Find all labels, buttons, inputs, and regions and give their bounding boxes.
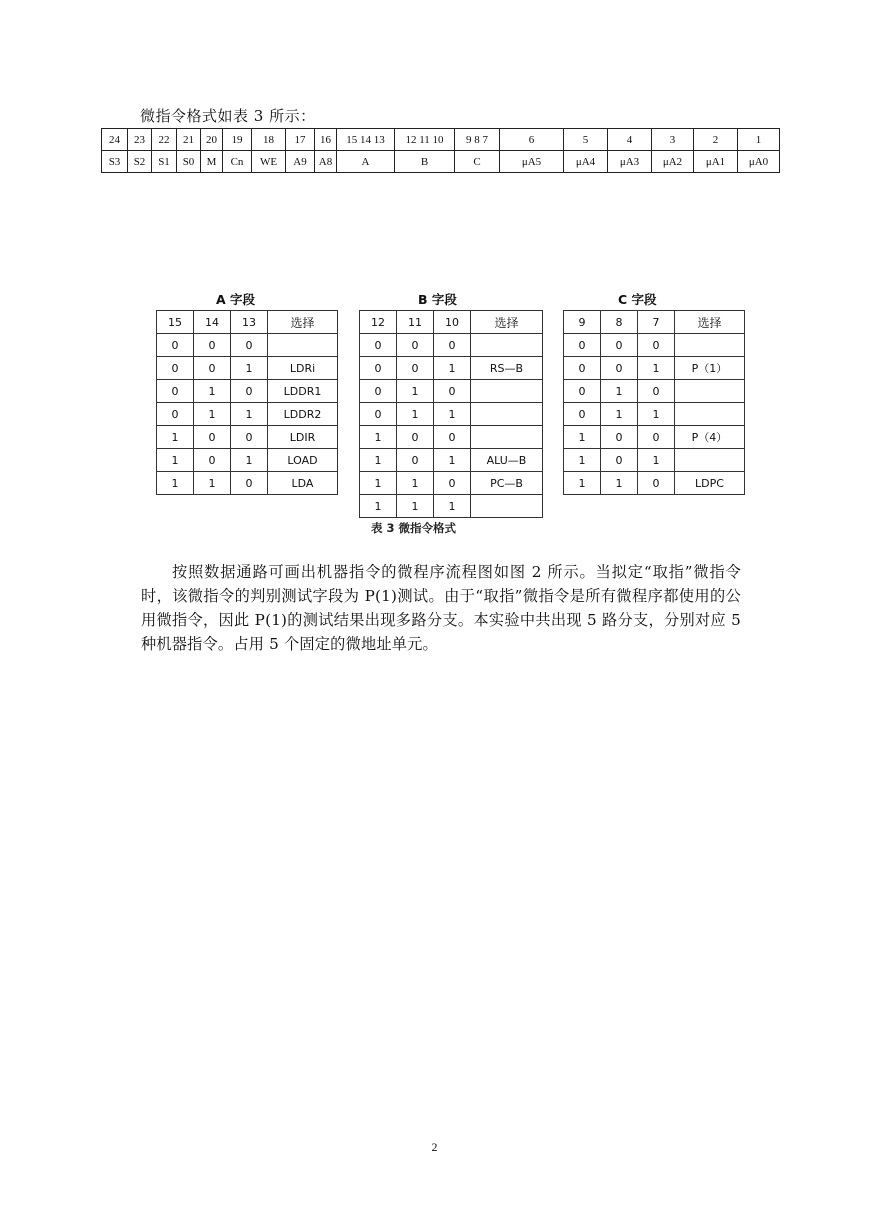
bit-cell: 15 xyxy=(157,311,194,334)
bit-cell: 0 xyxy=(231,472,268,495)
field-row xyxy=(564,334,745,357)
field-row xyxy=(564,472,745,495)
bit-number-cell: 1 xyxy=(738,129,780,151)
bit-cell: 1 xyxy=(397,495,434,518)
select-cell: LOAD xyxy=(268,449,338,472)
select-cell xyxy=(675,449,745,472)
bit-cell: 0 xyxy=(194,334,231,357)
bit-cell: 9 xyxy=(564,311,601,334)
field-row xyxy=(157,449,338,472)
field-row xyxy=(360,357,543,380)
bit-cell: 0 xyxy=(564,334,601,357)
bit-number-cell: 5 xyxy=(564,129,608,151)
field-name-cell: A xyxy=(337,151,395,173)
bit-cell: 1 xyxy=(434,403,471,426)
bit-cell: 1 xyxy=(360,472,397,495)
bit-cell: 1 xyxy=(157,426,194,449)
bit-number-cell: 24 xyxy=(102,129,128,151)
select-cell: 选择 xyxy=(471,311,543,334)
bit-cell: 1 xyxy=(231,357,268,380)
select-cell: RS—B xyxy=(471,357,543,380)
field-row xyxy=(360,472,543,495)
field-row xyxy=(564,380,745,403)
bit-cell: 0 xyxy=(434,472,471,495)
field-name-cell: μA0 xyxy=(738,151,780,173)
bit-number-cell: 9 8 7 xyxy=(455,129,500,151)
bit-cell: 1 xyxy=(601,472,638,495)
select-cell: LDA xyxy=(268,472,338,495)
bit-cell: 0 xyxy=(638,380,675,403)
page-number: 2 xyxy=(431,1140,438,1154)
table-caption: 表 3 微指令格式 xyxy=(371,521,457,535)
field-name-cell: μA3 xyxy=(608,151,652,173)
field-name-cell: S3 xyxy=(102,151,128,173)
bit-cell: 1 xyxy=(434,449,471,472)
bit-number-cell: 15 14 13 xyxy=(337,129,395,151)
field-row xyxy=(564,403,745,426)
field-row xyxy=(157,472,338,495)
select-cell: ALU—B xyxy=(471,449,543,472)
field-b-table xyxy=(359,310,543,518)
select-cell: LDIR xyxy=(268,426,338,449)
bit-cell: 1 xyxy=(638,403,675,426)
bit-cell: 1 xyxy=(601,403,638,426)
bit-cell: 0 xyxy=(157,357,194,380)
field-name-cell: A8 xyxy=(315,151,337,173)
field-name-cell: S1 xyxy=(152,151,177,173)
field-row xyxy=(360,495,543,518)
field-header-row xyxy=(564,311,745,334)
field-a-caption: A 字段 xyxy=(216,292,256,307)
format-header-row xyxy=(102,129,780,151)
field-c-table xyxy=(563,310,745,495)
field-row xyxy=(157,403,338,426)
bit-number-cell: 20 xyxy=(201,129,223,151)
bit-number-cell: 12 11 10 xyxy=(395,129,455,151)
bit-cell: 11 xyxy=(397,311,434,334)
bit-cell: 0 xyxy=(397,357,434,380)
select-cell: LDRi xyxy=(268,357,338,380)
select-cell xyxy=(675,334,745,357)
bit-cell: 1 xyxy=(434,495,471,518)
bit-number-cell: 21 xyxy=(177,129,201,151)
bit-cell: 0 xyxy=(434,380,471,403)
bit-cell: 0 xyxy=(638,472,675,495)
bit-cell: 0 xyxy=(638,426,675,449)
bit-cell: 0 xyxy=(434,426,471,449)
field-name-cell: μA1 xyxy=(694,151,738,173)
bit-cell: 1 xyxy=(157,472,194,495)
field-b-caption: B 字段 xyxy=(418,292,457,307)
bit-cell: 0 xyxy=(397,334,434,357)
bit-cell: 1 xyxy=(194,472,231,495)
bit-cell: 0 xyxy=(564,357,601,380)
bit-number-cell: 4 xyxy=(608,129,652,151)
bit-cell: 0 xyxy=(360,403,397,426)
bit-number-cell: 2 xyxy=(694,129,738,151)
bit-cell: 10 xyxy=(434,311,471,334)
bit-cell: 0 xyxy=(601,449,638,472)
bit-number-cell: 22 xyxy=(152,129,177,151)
bit-cell: 1 xyxy=(194,403,231,426)
bit-number-cell: 19 xyxy=(223,129,252,151)
bit-number-cell: 18 xyxy=(252,129,286,151)
field-row xyxy=(157,334,338,357)
bit-cell: 8 xyxy=(601,311,638,334)
field-row xyxy=(360,449,543,472)
field-name-cell: M xyxy=(201,151,223,173)
bit-cell: 0 xyxy=(360,334,397,357)
bit-number-cell: 16 xyxy=(315,129,337,151)
microinstruction-format-table xyxy=(101,128,780,173)
bit-cell: 0 xyxy=(231,380,268,403)
select-cell xyxy=(471,334,543,357)
field-row xyxy=(157,426,338,449)
bit-cell: 13 xyxy=(231,311,268,334)
field-name-cell: B xyxy=(395,151,455,173)
bit-cell: 1 xyxy=(397,472,434,495)
bit-cell: 0 xyxy=(360,357,397,380)
field-name-cell: μA4 xyxy=(564,151,608,173)
bit-cell: 0 xyxy=(434,334,471,357)
bit-number-cell: 6 xyxy=(500,129,564,151)
bit-cell: 1 xyxy=(434,357,471,380)
bit-cell: 0 xyxy=(601,426,638,449)
select-cell: 选择 xyxy=(268,311,338,334)
body-paragraph: 按照数据通路可画出机器指令的微程序流程图如图 2 所示。当拟定“取指”微指令时，该微指令的判别测试字段为 P(1)测试。由于“取指”微指令是所有微程序都使用的公用微指令，因此 P(1)的测试结果出现多路分支。本实验中共出现 5 路分支，分别对应 5 种机器指令。占用 5 个固定的微地址单元。 xyxy=(141,563,741,653)
bit-cell: 1 xyxy=(360,449,397,472)
select-cell: LDDR2 xyxy=(268,403,338,426)
bit-cell: 12 xyxy=(360,311,397,334)
bit-cell: 0 xyxy=(231,334,268,357)
bit-cell: 0 xyxy=(564,380,601,403)
bit-cell: 1 xyxy=(157,449,194,472)
field-row xyxy=(157,357,338,380)
bit-cell: 0 xyxy=(360,380,397,403)
field-header-row xyxy=(360,311,543,334)
bit-cell: 1 xyxy=(194,380,231,403)
bit-cell: 0 xyxy=(397,426,434,449)
field-a-table xyxy=(156,310,338,495)
field-name-cell: Cn xyxy=(223,151,252,173)
bit-cell: 1 xyxy=(231,449,268,472)
bit-cell: 1 xyxy=(564,472,601,495)
field-header-row xyxy=(157,311,338,334)
select-cell xyxy=(471,426,543,449)
bit-cell: 0 xyxy=(638,334,675,357)
bit-cell: 0 xyxy=(194,426,231,449)
bit-cell: 1 xyxy=(360,495,397,518)
bit-cell: 0 xyxy=(231,426,268,449)
bit-cell: 1 xyxy=(397,403,434,426)
field-row xyxy=(564,449,745,472)
bit-cell: 1 xyxy=(638,449,675,472)
bit-cell: 1 xyxy=(601,380,638,403)
select-cell: LDPC xyxy=(675,472,745,495)
select-cell: P（4） xyxy=(675,426,745,449)
select-cell: P（1） xyxy=(675,357,745,380)
field-name-cell: μA2 xyxy=(652,151,694,173)
select-cell xyxy=(675,380,745,403)
field-name-cell: S2 xyxy=(128,151,152,173)
bit-cell: 0 xyxy=(194,449,231,472)
select-cell: LDDR1 xyxy=(268,380,338,403)
bit-cell: 0 xyxy=(397,449,434,472)
field-name-cell: μA5 xyxy=(500,151,564,173)
bit-cell: 0 xyxy=(157,334,194,357)
select-cell xyxy=(471,380,543,403)
field-row xyxy=(360,403,543,426)
bit-cell: 0 xyxy=(564,403,601,426)
intro-text: 微指令格式如表 3 所示： xyxy=(140,107,316,125)
bit-cell: 7 xyxy=(638,311,675,334)
bit-cell: 1 xyxy=(564,449,601,472)
field-c-caption: C 字段 xyxy=(618,292,657,307)
bit-number-cell: 23 xyxy=(128,129,152,151)
bit-cell: 0 xyxy=(157,403,194,426)
field-row xyxy=(564,357,745,380)
field-row xyxy=(157,380,338,403)
bit-cell: 1 xyxy=(397,380,434,403)
bit-cell: 14 xyxy=(194,311,231,334)
bit-cell: 0 xyxy=(194,357,231,380)
select-cell xyxy=(268,334,338,357)
bit-cell: 0 xyxy=(157,380,194,403)
field-row xyxy=(564,426,745,449)
field-row xyxy=(360,426,543,449)
bit-cell: 1 xyxy=(638,357,675,380)
select-cell xyxy=(471,495,543,518)
field-name-cell: WE xyxy=(252,151,286,173)
bit-number-cell: 17 xyxy=(286,129,315,151)
bit-cell: 1 xyxy=(231,403,268,426)
field-name-cell: A9 xyxy=(286,151,315,173)
bit-cell: 1 xyxy=(564,426,601,449)
field-name-cell: S0 xyxy=(177,151,201,173)
select-cell xyxy=(675,403,745,426)
field-row xyxy=(360,334,543,357)
bit-cell: 0 xyxy=(601,357,638,380)
field-row xyxy=(360,380,543,403)
select-cell: PC—B xyxy=(471,472,543,495)
bit-cell: 0 xyxy=(601,334,638,357)
bit-number-cell: 3 xyxy=(652,129,694,151)
field-name-cell: C xyxy=(455,151,500,173)
format-field-row xyxy=(102,151,780,173)
bit-cell: 1 xyxy=(360,426,397,449)
select-cell: 选择 xyxy=(675,311,745,334)
select-cell xyxy=(471,403,543,426)
